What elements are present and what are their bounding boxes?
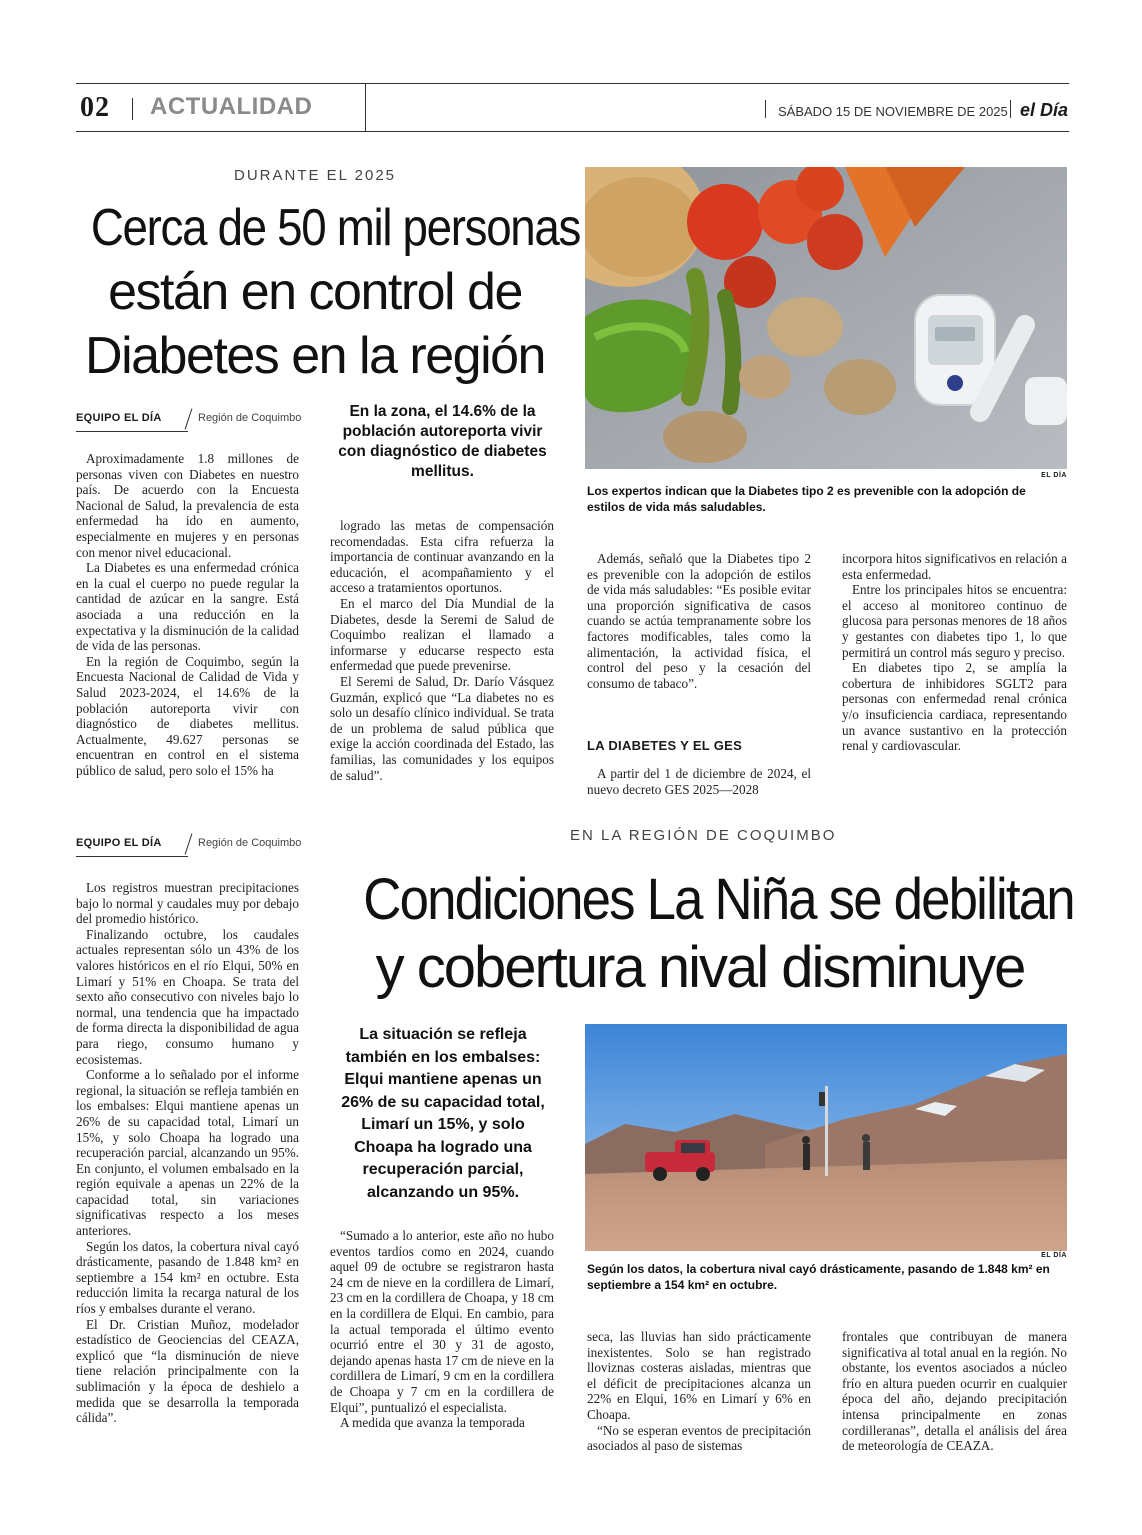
- article2-pullquote: La situación se refleja también en los embalses: Elqui mantiene apenas un 26% de su capacidad total, Limarí un 15%, y solo Choapa ha logrado una recuperación parcial, alcanzando un 95%.: [341, 1026, 545, 1201]
- byline-author: EQUIPO EL DÍA: [76, 412, 162, 424]
- header-bottom-rule: [76, 131, 1069, 132]
- header-divider: [765, 100, 766, 118]
- paragraph: En el marco del Día Mundial de la Diabetes, desde la Seremi de Salud de Coquimbo realizan el llamado a informarse y educarse respecto esta enfermedad que puede prevenirse.: [330, 595, 554, 674]
- article2-column-4: [842, 1329, 1067, 1454]
- article1-column-3b: [587, 766, 811, 797]
- article1-column-2: [330, 518, 554, 783]
- paragraph: Los registros muestran precipitaciones bajo lo normal y caudales muy por debajo del promedio histórico.: [76, 880, 299, 927]
- paragraph: Finalizando octubre, los caudales actuales representan sólo un 43% de los valores históricos en el río Elqui, 50% en Limarí y 51% en Choapa. Se trata del sexto año consecutivo con niveles bajo lo normal, una tendencia que ha impactado de forma directa la disponibilidad de agua para riego, consumo humano y ecosistemas.: [76, 926, 299, 1067]
- article2-photo: [585, 1024, 1067, 1251]
- paragraph: A medida que avanza la temporada: [340, 1415, 525, 1431]
- issue-date: SÁBADO 15 DE NOVIEMBRE DE 2025: [778, 104, 1008, 119]
- article1-kicker: DURANTE EL 2025: [234, 167, 396, 184]
- mountain-landscape-image: [585, 1024, 1067, 1251]
- article1-byline: [76, 412, 306, 434]
- paragraph: Aproximadamente 1.8 millones de personas viven con Diabetes en nuestro país. De acuerdo con la Encuesta Nacional de Salud, la prevalencia de esta enfermedad ha ido en aumento, especialmente en mujeres y en personas con menor nivel educacional.: [76, 451, 299, 560]
- paragraph: A partir del 1 de diciembre de 2024, el nuevo decreto GES 2025—2028: [587, 766, 811, 797]
- page-number: 02: [80, 92, 110, 123]
- byline-slash: [185, 408, 193, 429]
- paragraph: El Dr. Cristian Muñoz, modelador estadístico de Geociencias del CEAZA, explicó que “la disminución de nieve tiene relación principalmente con la sublimación y la época de deshielo a medida que se desarrolla la temporada cálida”.: [76, 1316, 299, 1426]
- article2-column-3: [587, 1329, 811, 1454]
- article1-column-4: [842, 551, 1067, 754]
- article1-subhead: LA DIABETES Y EL GES: [587, 738, 743, 753]
- headline-line: están en control de: [108, 263, 522, 321]
- paragraph: “No se esperan eventos de precipitación asociados al paso de sistemas: [587, 1422, 811, 1454]
- header-divider: [132, 98, 133, 120]
- article2-photo-credit: EL DÍA: [1041, 1252, 1067, 1259]
- article2-caption: Según los datos, la cobertura nival cayó drásticamente, pasando de 1.848 km² en septiembre a 154 km² en octubre.: [587, 1262, 1050, 1292]
- byline-region: Región de Coquimbo: [198, 837, 302, 849]
- header-divider: [365, 84, 366, 131]
- paragraph: frontales que contribuyan de manera significativa al total anual en la región. No obstante, los eventos asociados a núcleo frío en altura pueden ocurrir en cualquier época del año, dejando precipitación intensa principalmente en zonas cordilleranas”, detalla el análisis del área de meteorología de CEAZA.: [842, 1329, 1067, 1454]
- paragraph: Además, señaló que la Diabetes tipo 2 es prevenible con la adopción de estilos de vida más saludables: “Es posible evitar una proporción significativa de casos cuando se actúa tempranamente sobre los factores modificables, tales como la alimentación, la actividad física, el control del peso y la cesación del consumo de tabaco”.: [587, 551, 811, 691]
- headline-line: Diabetes en la región: [85, 327, 545, 385]
- article2-column-2: [330, 1228, 554, 1431]
- article2-kicker: EN LA REGIÓN DE COQUIMBO: [570, 827, 837, 844]
- article1-photo: [585, 167, 1067, 469]
- article1-column-1: [76, 451, 299, 778]
- paragraph: “Sumado a lo anterior, este año no hubo eventos tardíos como en 2024, cuando aquel 09 de octubre se registraron hasta 24 cm de nieve en la cordillera de Limarí, 23 cm en la cordillera de Choapa, y 18 cm en la cordillera de Elqui. En cambio, para la actual temporada el último evento ocurrió entre el 30 y 31 de agosto, dejando apenas hasta 17 cm de nieve en la cordillera de Limarí, 9 cm en la cordillera de Choapa y 7 cm en la cordillera de Elqui”, puntualizó el especialista.: [330, 1228, 554, 1415]
- paragraph: En la región de Coquimbo, según la Encuesta Nacional de Calidad de Vida y Salud 2023-2024, el 14.6% de la población autoreporta vivir con diagnóstico de diabetes mellitus. Actualmente, 49.627 personas se encuentran en control en el sistema público de salud, pero solo el 15% ha: [76, 653, 299, 778]
- section-title: ACTUALIDAD: [150, 93, 313, 120]
- article1-column-3: [587, 551, 811, 691]
- paragraph: incorpora hitos significativos en relación a esta enfermedad.: [842, 551, 1067, 582]
- newspaper-logo: el Día: [1020, 100, 1069, 120]
- byline-slash: [185, 833, 193, 854]
- paragraph: Según los datos, la cobertura nival cayó drásticamente, pasando de 1.848 km² en septiembre a 154 km² en octubre. Esta reducción limita la recarga natural de los ríos y embalses durante el verano.: [76, 1238, 299, 1317]
- paragraph: La Diabetes es una enfermedad crónica en la cual el cuerpo no puede regular la cantidad de azúcar en la sangre. Está asociada a una reducción en la expectativa y la disminución de la calidad de vida de las personas.: [76, 560, 299, 654]
- paragraph: logrado las metas de compensación recomendadas. Esta cifra refuerza la importancia de continuar avanzando en la educación, el acompañamiento y el acceso a tratamientos oportunos.: [330, 518, 554, 596]
- article1-photo-credit: EL DÍA: [1041, 472, 1067, 479]
- article2-byline: [76, 837, 306, 859]
- article1-pullquote: En la zona, el 14.6% de la población autoreporta vivir con diagnóstico de diabetes mellitus.: [338, 403, 547, 480]
- paragraph: En diabetes tipo 2, se amplía la cobertura de inhibidores SGLT2 para personas con enfermedad renal crónica y/o insuficiencia cardiaca, representando un avance sustantivo en la protección renal y cardiovascular.: [842, 660, 1067, 754]
- byline-rule: [76, 431, 188, 432]
- article2-column-1: [76, 880, 299, 1426]
- vegetables-glucometer-image: [585, 167, 1067, 469]
- article1-headline: [60, 196, 581, 388]
- headline-line: y cobertura nival disminuye: [375, 935, 1025, 1000]
- header-top-rule: [76, 83, 1069, 84]
- paragraph: Conforme a lo señalado por el informe regional, la situación se refleja también en los embalses: Elqui mantiene apenas un 26% de su capacidad total, Limarí un 15%, y solo Choapa ha logrado una recuperación parcial, alcanzando un 95%. En conjunto, el volumen embalsado en la región equivale a apenas un 22% de la capacidad total, sin variaciones significativas respecto a los meses anteriores.: [76, 1067, 299, 1239]
- article2-headline: [330, 866, 1074, 1002]
- article1-caption: Los expertos indican que la Diabetes tipo 2 es prevenible con la adopción de estilos de vida más saludables.: [587, 484, 1026, 514]
- paragraph: Entre los principales hitos se encuentra: el acceso al monitoreo continuo de glucosa para personas menores de 18 años y gestantes con diabetes tipo 1, lo que permitirá un control más seguro y preciso.: [842, 582, 1067, 660]
- byline-region: Región de Coquimbo: [198, 412, 302, 424]
- paragraph: seca, las lluvias han sido prácticamente inexistentes. Solo se han registrado lloviznas costeras aisladas, mientras que el déficit de precipitaciones alcanza un 22% en Elqui, 16% en Limarí y 6% en Choapa.: [587, 1329, 811, 1422]
- headline-line: Cerca de 50 mil personas: [90, 199, 581, 257]
- byline-author: EQUIPO EL DÍA: [76, 837, 162, 849]
- headline-line: Condiciones La Niña se debilitan: [363, 867, 1074, 932]
- byline-rule: [76, 856, 188, 857]
- header-divider: [1010, 100, 1011, 118]
- paragraph: El Seremi de Salud, Dr. Darío Vásquez Guzmán, explicó que “La diabetes no es solo un desafío clínico individual. Se trata de un problema de salud pública que exige la acción coordinada del Estado, las familias, las comunidades y los equipos de salud”.: [330, 673, 554, 783]
